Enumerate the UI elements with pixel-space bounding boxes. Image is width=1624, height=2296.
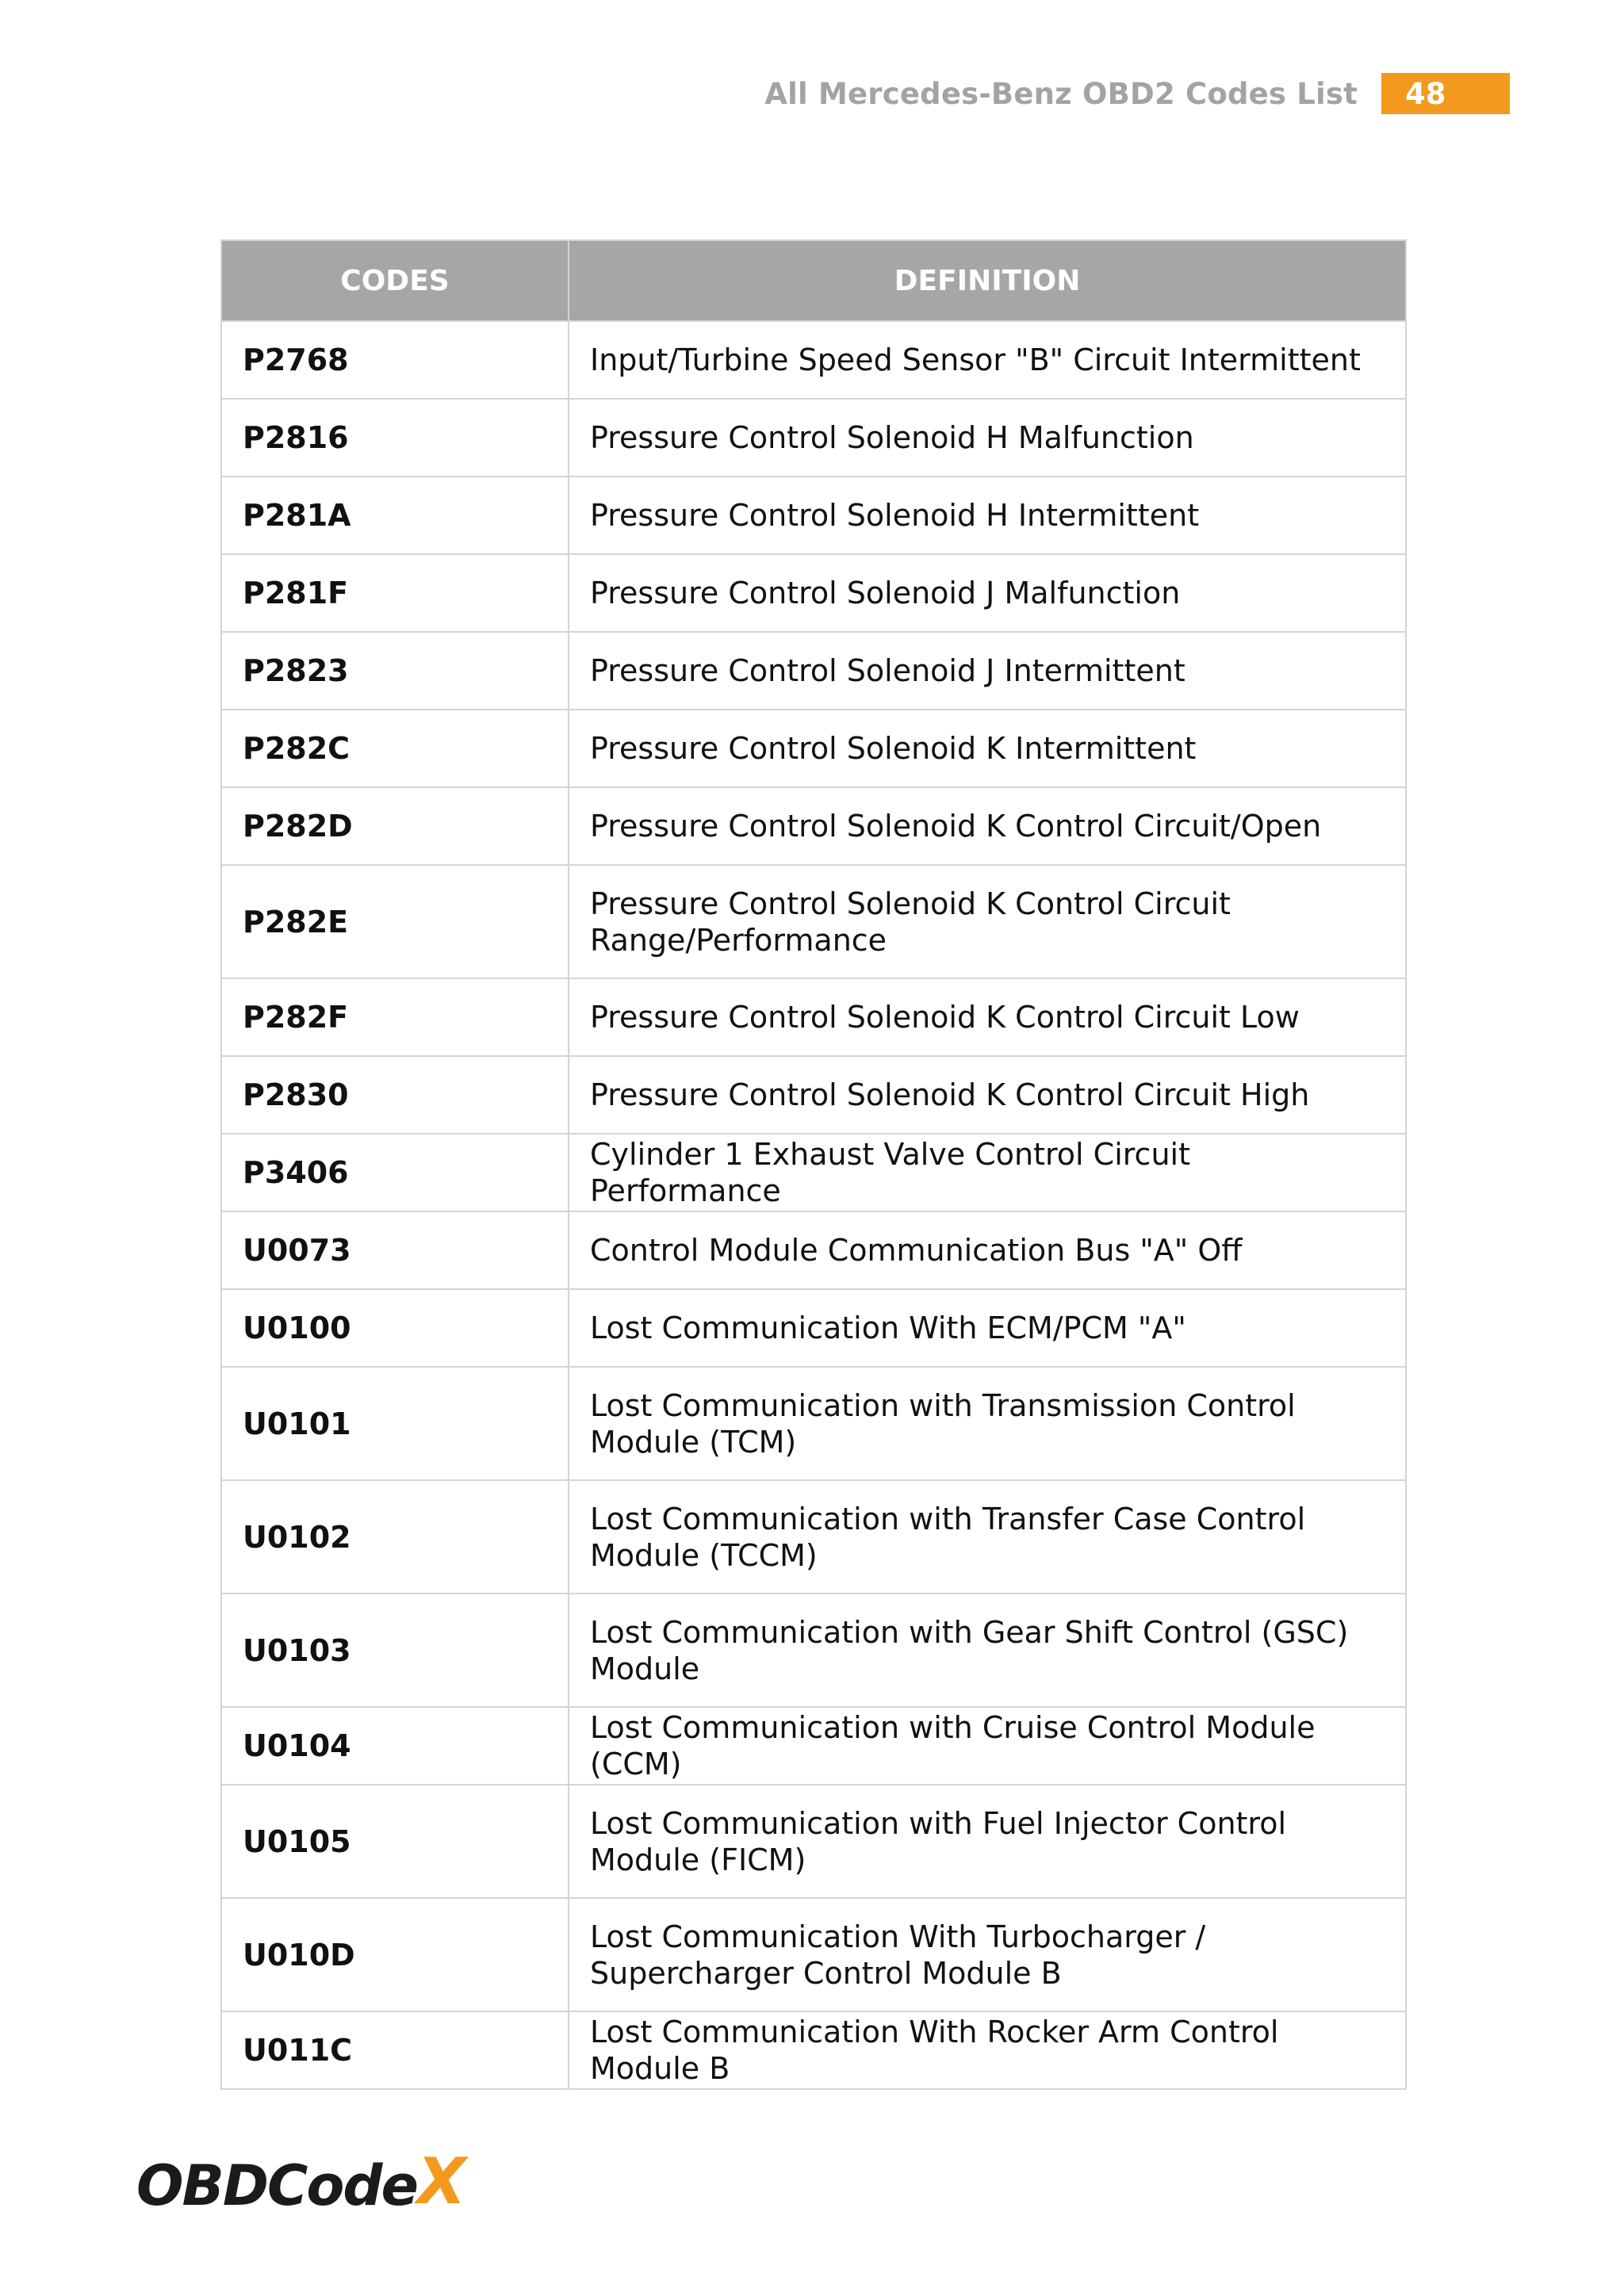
definition-cell: Input/Turbine Speed Sensor "B" Circuit Intermittent: [569, 321, 1406, 399]
code-cell: U0101: [221, 1367, 569, 1480]
code-cell: P281A: [221, 476, 569, 554]
code-cell: P2816: [221, 399, 569, 476]
definition-cell: Lost Communication with Gear Shift Control (GSC) Module: [569, 1594, 1406, 1707]
codes-table: [220, 239, 1407, 2090]
column-header-codes: CODES: [221, 240, 569, 321]
table-row: [221, 554, 1406, 632]
code-cell: P2768: [221, 321, 569, 399]
document-title: All Mercedes-Benz OBD2 Codes List: [764, 76, 1358, 111]
definition-cell: Pressure Control Solenoid K Control Circuit High: [569, 1056, 1406, 1134]
logo-accent-letter: X: [417, 2145, 465, 2218]
code-cell: P282E: [221, 865, 569, 978]
definition-cell: Lost Communication With Turbocharger / Supercharger Control Module B: [569, 1898, 1406, 2011]
definition-cell: Lost Communication with Transfer Case Control Module (TCCM): [569, 1480, 1406, 1594]
definition-cell: Pressure Control Solenoid H Intermittent: [569, 476, 1406, 554]
definition-cell: Lost Communication With Rocker Arm Control Module B: [569, 2011, 1406, 2089]
table-row: [221, 476, 1406, 554]
page-header: [764, 73, 1510, 114]
table-row: [221, 632, 1406, 710]
definition-cell: Pressure Control Solenoid J Intermittent: [569, 632, 1406, 710]
table-row: [221, 1367, 1406, 1480]
definition-cell: Pressure Control Solenoid K Intermittent: [569, 710, 1406, 787]
code-cell: P2830: [221, 1056, 569, 1134]
obdcodex-logo: [136, 2145, 465, 2218]
table-row: [221, 1898, 1406, 2011]
table-row: [221, 1480, 1406, 1594]
code-cell: P282D: [221, 787, 569, 865]
code-cell: P282C: [221, 710, 569, 787]
code-cell: U011C: [221, 2011, 569, 2089]
definition-cell: Pressure Control Solenoid K Control Circuit/Open: [569, 787, 1406, 865]
code-cell: U0073: [221, 1211, 569, 1289]
table-row: [221, 978, 1406, 1056]
code-cell: P281F: [221, 554, 569, 632]
definition-cell: Cylinder 1 Exhaust Valve Control Circuit Performance: [569, 1134, 1406, 1211]
code-cell: U0103: [221, 1594, 569, 1707]
column-header-definition: DEFINITION: [569, 240, 1406, 321]
table-row: [221, 1056, 1406, 1134]
code-cell: P3406: [221, 1134, 569, 1211]
table-row: [221, 1289, 1406, 1367]
table-header-row: [221, 240, 1406, 321]
definition-cell: Lost Communication with Cruise Control Module (CCM): [569, 1707, 1406, 1785]
code-cell: U0102: [221, 1480, 569, 1594]
code-cell: P2823: [221, 632, 569, 710]
definition-cell: Pressure Control Solenoid K Control Circuit Low: [569, 978, 1406, 1056]
table-row: [221, 1707, 1406, 1785]
table-row: [221, 710, 1406, 787]
definition-cell: Pressure Control Solenoid J Malfunction: [569, 554, 1406, 632]
table-row: [221, 1594, 1406, 1707]
definition-cell: Control Module Communication Bus "A" Off: [569, 1211, 1406, 1289]
table-row: [221, 1785, 1406, 1898]
page-number-badge: 48: [1381, 73, 1510, 114]
definition-cell: Lost Communication With ECM/PCM "A": [569, 1289, 1406, 1367]
code-cell: U0105: [221, 1785, 569, 1898]
table-row: [221, 321, 1406, 399]
definition-cell: Lost Communication with Transmission Control Module (TCM): [569, 1367, 1406, 1480]
code-cell: U0100: [221, 1289, 569, 1367]
code-cell: P282F: [221, 978, 569, 1056]
table-row: [221, 2011, 1406, 2089]
logo-wordmark: OBDCode: [136, 2153, 418, 2218]
code-cell: U010D: [221, 1898, 569, 2011]
table-row: [221, 399, 1406, 476]
table-row: [221, 1134, 1406, 1211]
definition-cell: Pressure Control Solenoid K Control Circuit Range/Performance: [569, 865, 1406, 978]
definition-cell: Lost Communication with Fuel Injector Control Module (FICM): [569, 1785, 1406, 1898]
code-cell: U0104: [221, 1707, 569, 1785]
definition-cell: Pressure Control Solenoid H Malfunction: [569, 399, 1406, 476]
table-row: [221, 1211, 1406, 1289]
table-row: [221, 865, 1406, 978]
table-row: [221, 787, 1406, 865]
